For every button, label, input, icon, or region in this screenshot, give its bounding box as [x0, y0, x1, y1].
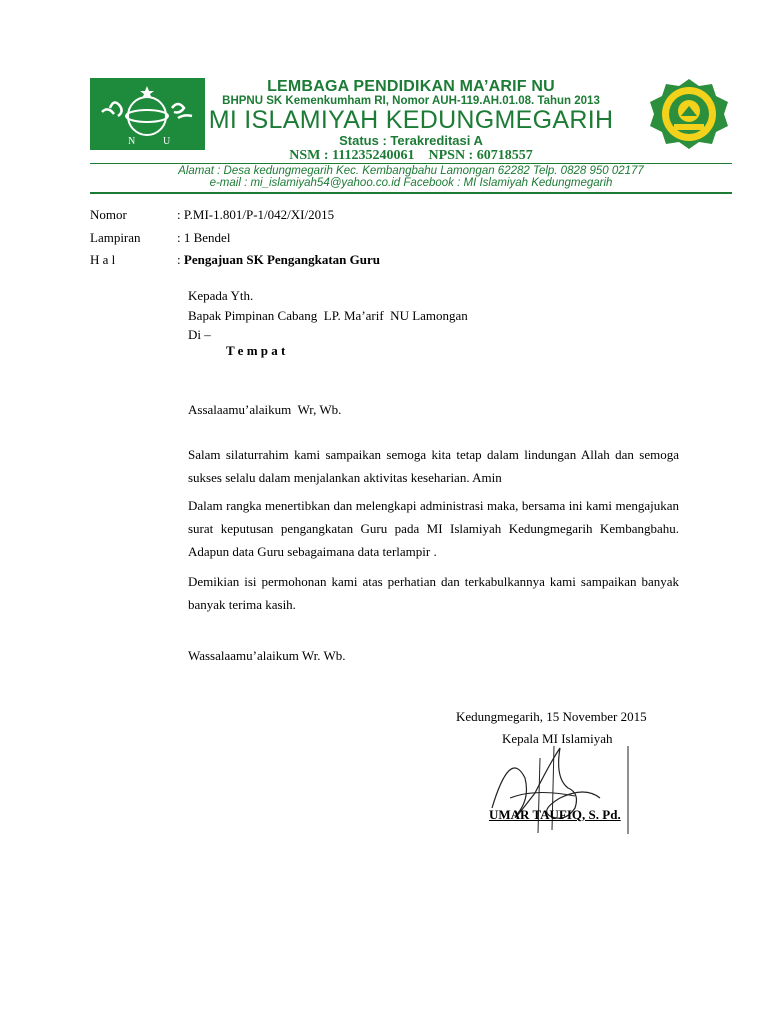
signer-name: UMAR TAUFIQ, S. Pd.: [489, 807, 621, 822]
recipient-name: Bapak Pimpinan Cabang LP. Ma’arif NU Lamongan: [188, 308, 468, 323]
nomor-value: : P.MI-1.801/P-1/042/XI/2015: [177, 207, 335, 222]
recipient-salutation: Kepada Yth.: [188, 288, 254, 303]
school-title: MI ISLAMIYAH KEDUNGMEGARIH: [208, 106, 614, 134]
header-rule-bottom: [90, 192, 732, 194]
greeting: Assalaamu’alaikum Wr, Wb.: [188, 402, 342, 417]
logo-letter-u: U: [163, 136, 171, 147]
hal-colon: :: [177, 252, 181, 267]
address-line: Alamat : Desa kedungmegarih Kec. Kembangbahu Lamongan 62282 Telp. 0828 950 02177: [178, 165, 644, 177]
accreditation-status: Status : Terakreditasi A: [339, 133, 483, 148]
place-date: Kedungmegarih, 15 November 2015: [456, 709, 647, 724]
paragraph-1: Salam silaturrahim kami sampaikan semoga kita tetap dalam lindungan Allah dan semoga sukses selalu dalam menjalankan aktivitas keseharian. Amin: [188, 447, 679, 485]
hal-value: Pengajuan SK Pengangkatan Guru: [183, 252, 380, 267]
school-ids: NSM : 111235240061 NPSN : 60718557: [289, 148, 533, 163]
hal-label: H a l: [90, 252, 116, 267]
recipient-place: T e m p a t: [226, 343, 286, 358]
signer-position: Kepala MI Islamiyah: [502, 731, 613, 746]
lampiran-value: : 1 Bendel: [177, 230, 231, 245]
paragraph-3: Demikian isi permohonan kami atas perhatian dan terkabulkannya kami sampaikan banyak banyak terima kasih.: [188, 574, 679, 612]
paragraph-2: Dalam rangka menertibkan dan melengkapi administrasi maka, bersama ini kami mengajukan surat keputusan pengangkatan Guru pada MI Islamiyah Kedungmegarih Kembangbahu. Adapun data Guru sebagaimana data terlampir .: [188, 498, 679, 559]
header-rule-top: [90, 163, 732, 164]
hal-row: [177, 252, 380, 268]
nomor-label: Nomor: [90, 207, 127, 222]
org-title: LEMBAGA PENDIDIKAN MA’ARIF NU: [267, 78, 555, 95]
decree-line: BHPNU SK Kemenkumham RI, Nomor AUH-119.AH.01.08. Tahun 2013: [222, 95, 600, 107]
handwritten-signature: [480, 738, 630, 838]
signature-scribble-icon: [480, 738, 630, 838]
lampiran-label: Lampiran: [90, 230, 141, 245]
logo-letter-n: N: [128, 136, 136, 147]
recipient-di: Di –: [188, 327, 211, 342]
contact-line: e-mail : mi_islamiyah54@yahoo.co.id Facebook : MI Islamiyah Kedungmegarih: [209, 177, 613, 189]
closing: Wassalaamu’alaikum Wr. Wb.: [188, 648, 346, 663]
